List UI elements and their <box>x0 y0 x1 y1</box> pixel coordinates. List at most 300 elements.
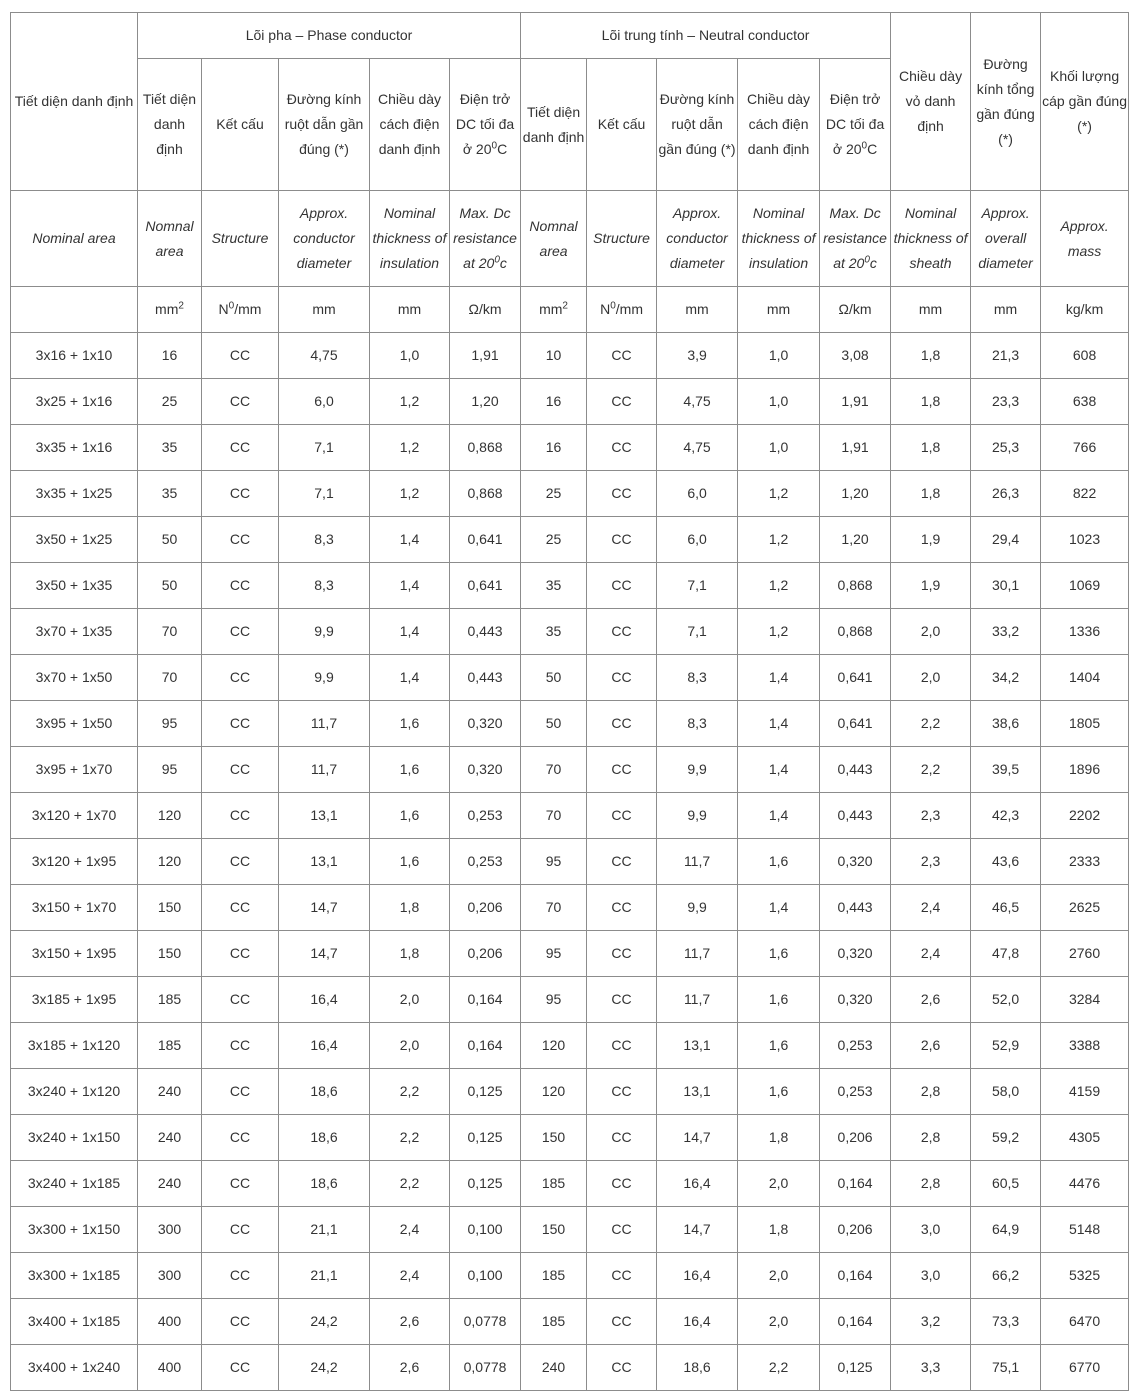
phase-diameter-vn-header: Đường kính ruột dẫn gần đúng (*) <box>279 59 370 191</box>
cell-overall-diameter: 23,3 <box>971 379 1041 425</box>
cell-phase-structure: CC <box>202 1345 279 1391</box>
cell-overall-diameter: 75,1 <box>971 1345 1041 1391</box>
cell-phase-structure: CC <box>202 609 279 655</box>
neutral-conductor-group-header: Lõi trung tính – Neutral conductor <box>521 13 891 59</box>
cell-overall-diameter: 34,2 <box>971 655 1041 701</box>
cell-mass: 2625 <box>1041 885 1129 931</box>
cell-phase-resistance: 0,253 <box>450 839 521 885</box>
cell-neutral-structure: CC <box>587 563 657 609</box>
cell-overall-diameter: 30,1 <box>971 563 1041 609</box>
table-row <box>11 655 1129 701</box>
table-row <box>11 701 1129 747</box>
cell-neutral-diameter: 9,9 <box>657 885 738 931</box>
cell-sheath-thickness: 3,3 <box>891 1345 971 1391</box>
cell-sheath-thickness: 1,8 <box>891 425 971 471</box>
cell-designation: 3x150 + 1x70 <box>11 885 138 931</box>
table-row <box>11 1023 1129 1069</box>
cell-phase-area: 35 <box>138 471 202 517</box>
table-row <box>11 379 1129 425</box>
cell-designation: 3x300 + 1x150 <box>11 1207 138 1253</box>
cell-phase-insulation: 1,6 <box>370 747 450 793</box>
cell-neutral-resistance: 0,443 <box>820 793 891 839</box>
cell-phase-insulation: 1,8 <box>370 885 450 931</box>
unit-cell: mm <box>279 287 370 333</box>
cell-phase-resistance: 0,125 <box>450 1161 521 1207</box>
cell-phase-insulation: 1,2 <box>370 379 450 425</box>
cell-neutral-diameter: 6,0 <box>657 471 738 517</box>
cell-neutral-resistance: 0,320 <box>820 839 891 885</box>
cell-mass: 3388 <box>1041 1023 1129 1069</box>
cell-overall-diameter: 60,5 <box>971 1161 1041 1207</box>
cell-overall-diameter: 52,0 <box>971 977 1041 1023</box>
cell-phase-area: 150 <box>138 931 202 977</box>
cell-designation: 3x70 + 1x35 <box>11 609 138 655</box>
cell-neutral-resistance: 0,206 <box>820 1207 891 1253</box>
cell-designation: 3x25 + 1x16 <box>11 379 138 425</box>
cell-phase-resistance: 0,100 <box>450 1253 521 1299</box>
cell-phase-resistance: 0,868 <box>450 471 521 517</box>
cell-mass: 6770 <box>1041 1345 1129 1391</box>
cell-neutral-diameter: 7,1 <box>657 563 738 609</box>
cell-neutral-diameter: 16,4 <box>657 1161 738 1207</box>
table-row <box>11 517 1129 563</box>
cell-neutral-structure: CC <box>587 379 657 425</box>
cell-phase-resistance: 0,0778 <box>450 1299 521 1345</box>
table-row <box>11 1115 1129 1161</box>
cell-sheath-thickness: 2,0 <box>891 609 971 655</box>
cell-phase-resistance: 0,320 <box>450 747 521 793</box>
cell-phase-resistance: 0,443 <box>450 655 521 701</box>
cell-neutral-area: 120 <box>521 1069 587 1115</box>
cell-phase-area: 120 <box>138 839 202 885</box>
cell-neutral-insulation: 1,8 <box>738 1207 820 1253</box>
cell-phase-resistance: 0,206 <box>450 931 521 977</box>
cell-phase-insulation: 1,8 <box>370 931 450 977</box>
cell-mass: 608 <box>1041 333 1129 379</box>
cell-neutral-area: 25 <box>521 517 587 563</box>
cell-phase-resistance: 0,443 <box>450 609 521 655</box>
cell-phase-area: 240 <box>138 1069 202 1115</box>
cell-designation: 3x120 + 1x70 <box>11 793 138 839</box>
unit-cell: mm <box>971 287 1041 333</box>
cell-neutral-insulation: 2,0 <box>738 1161 820 1207</box>
cell-sheath-thickness: 2,4 <box>891 931 971 977</box>
cell-sheath-thickness: 3,0 <box>891 1253 971 1299</box>
cell-sheath-thickness: 3,0 <box>891 1207 971 1253</box>
cell-designation: 3x240 + 1x150 <box>11 1115 138 1161</box>
cell-neutral-structure: CC <box>587 1253 657 1299</box>
cell-phase-structure: CC <box>202 931 279 977</box>
cell-neutral-diameter: 8,3 <box>657 655 738 701</box>
neutral-resistance-en-header: Max. Dc resistance at $20^0c$ <box>820 191 891 287</box>
cell-phase-area: 70 <box>138 655 202 701</box>
cell-overall-diameter: 25,3 <box>971 425 1041 471</box>
cell-phase-diameter: 21,1 <box>279 1207 370 1253</box>
neutral-structure-en-header: Structure <box>587 191 657 287</box>
cell-phase-area: 400 <box>138 1345 202 1391</box>
cell-phase-resistance: 0,253 <box>450 793 521 839</box>
nominal-area-en-header: Nominal area <box>11 191 138 287</box>
cell-neutral-resistance: 1,20 <box>820 517 891 563</box>
cell-sheath-thickness: 2,3 <box>891 839 971 885</box>
cell-phase-structure: CC <box>202 1115 279 1161</box>
cell-phase-diameter: 18,6 <box>279 1115 370 1161</box>
cell-neutral-resistance: 0,443 <box>820 747 891 793</box>
cell-mass: 1023 <box>1041 517 1129 563</box>
cell-phase-diameter: 24,2 <box>279 1345 370 1391</box>
cell-overall-diameter: 42,3 <box>971 793 1041 839</box>
cell-neutral-area: 70 <box>521 793 587 839</box>
cell-phase-insulation: 1,2 <box>370 425 450 471</box>
cell-sheath-thickness: 1,8 <box>891 471 971 517</box>
cell-phase-diameter: 11,7 <box>279 701 370 747</box>
cell-phase-diameter: 9,9 <box>279 609 370 655</box>
cell-neutral-diameter: 18,6 <box>657 1345 738 1391</box>
cell-neutral-structure: CC <box>587 885 657 931</box>
cell-phase-resistance: 0,164 <box>450 977 521 1023</box>
cell-phase-resistance: 0,0778 <box>450 1345 521 1391</box>
units-row <box>11 287 1129 333</box>
unit-cell: $N^0/mm$ <box>587 287 657 333</box>
cell-neutral-area: 70 <box>521 747 587 793</box>
table-row <box>11 425 1129 471</box>
cell-overall-diameter: 26,3 <box>971 471 1041 517</box>
phase-resistance-en-header: Max. Dc resistance at $20^0c$ <box>450 191 521 287</box>
cell-phase-insulation: 1,4 <box>370 563 450 609</box>
cell-neutral-insulation: 2,0 <box>738 1299 820 1345</box>
cell-phase-insulation: 2,0 <box>370 977 450 1023</box>
cell-neutral-diameter: 4,75 <box>657 425 738 471</box>
cell-phase-diameter: 24,2 <box>279 1299 370 1345</box>
cell-phase-area: 120 <box>138 793 202 839</box>
cell-neutral-area: 120 <box>521 1023 587 1069</box>
cell-phase-insulation: 2,6 <box>370 1345 450 1391</box>
cell-phase-insulation: 2,2 <box>370 1161 450 1207</box>
cell-neutral-resistance: 0,320 <box>820 977 891 1023</box>
cell-phase-structure: CC <box>202 1161 279 1207</box>
cell-neutral-insulation: 1,4 <box>738 885 820 931</box>
cell-designation: 3x400 + 1x240 <box>11 1345 138 1391</box>
phase-conductor-group-header: Lõi pha – Phase conductor <box>138 13 521 59</box>
cell-neutral-resistance: 0,164 <box>820 1253 891 1299</box>
cell-mass: 1404 <box>1041 655 1129 701</box>
cell-neutral-insulation: 1,8 <box>738 1115 820 1161</box>
cell-phase-insulation: 2,6 <box>370 1299 450 1345</box>
cell-phase-insulation: 1,4 <box>370 609 450 655</box>
cell-neutral-structure: CC <box>587 333 657 379</box>
cell-designation: 3x95 + 1x70 <box>11 747 138 793</box>
cell-neutral-area: 35 <box>521 609 587 655</box>
cell-neutral-diameter: 14,7 <box>657 1115 738 1161</box>
cell-neutral-insulation: 2,2 <box>738 1345 820 1391</box>
cell-neutral-structure: CC <box>587 1161 657 1207</box>
cell-phase-area: 150 <box>138 885 202 931</box>
cell-neutral-insulation: 1,2 <box>738 471 820 517</box>
neutral-structure-vn-header: Kết cấu <box>587 59 657 191</box>
cell-neutral-area: 50 <box>521 701 587 747</box>
cell-overall-diameter: 43,6 <box>971 839 1041 885</box>
cell-phase-insulation: 2,4 <box>370 1207 450 1253</box>
cell-neutral-insulation: 1,6 <box>738 839 820 885</box>
cell-mass: 4476 <box>1041 1161 1129 1207</box>
cell-neutral-resistance: 0,206 <box>820 1115 891 1161</box>
cell-phase-insulation: 2,0 <box>370 1023 450 1069</box>
cell-overall-diameter: 52,9 <box>971 1023 1041 1069</box>
cell-overall-diameter: 66,2 <box>971 1253 1041 1299</box>
cell-phase-structure: CC <box>202 563 279 609</box>
cell-phase-diameter: 14,7 <box>279 885 370 931</box>
cell-neutral-insulation: 1,4 <box>738 701 820 747</box>
cell-phase-area: 50 <box>138 563 202 609</box>
unit-cell: mm <box>891 287 971 333</box>
cell-phase-area: 25 <box>138 379 202 425</box>
cell-phase-insulation: 1,4 <box>370 655 450 701</box>
cell-phase-insulation: 1,6 <box>370 839 450 885</box>
cell-neutral-diameter: 16,4 <box>657 1253 738 1299</box>
cell-neutral-structure: CC <box>587 793 657 839</box>
cell-mass: 1336 <box>1041 609 1129 655</box>
unit-cell: Ω/km <box>450 287 521 333</box>
cell-phase-area: 185 <box>138 1023 202 1069</box>
phase-structure-en-header: Structure <box>202 191 279 287</box>
cell-phase-resistance: 0,868 <box>450 425 521 471</box>
cell-neutral-area: 70 <box>521 885 587 931</box>
sheath-thickness-en-header: Nominal thickness of sheath <box>891 191 971 287</box>
cell-neutral-diameter: 14,7 <box>657 1207 738 1253</box>
cell-phase-area: 400 <box>138 1299 202 1345</box>
cell-phase-structure: CC <box>202 1253 279 1299</box>
unit-cell: Ω/km <box>820 287 891 333</box>
cell-phase-diameter: 13,1 <box>279 839 370 885</box>
neutral-area-en-header: Nomnal area <box>521 191 587 287</box>
cell-neutral-insulation: 1,2 <box>738 517 820 563</box>
cell-phase-structure: CC <box>202 379 279 425</box>
cell-phase-insulation: 1,0 <box>370 333 450 379</box>
cell-neutral-area: 10 <box>521 333 587 379</box>
cell-overall-diameter: 47,8 <box>971 931 1041 977</box>
cell-phase-diameter: 21,1 <box>279 1253 370 1299</box>
cell-neutral-resistance: 1,20 <box>820 471 891 517</box>
table-row <box>11 885 1129 931</box>
cell-phase-diameter: 8,3 <box>279 563 370 609</box>
cell-sheath-thickness: 2,4 <box>891 885 971 931</box>
cell-sheath-thickness: 3,2 <box>891 1299 971 1345</box>
cell-neutral-resistance: 0,641 <box>820 701 891 747</box>
unit-cell: $mm^2$ <box>138 287 202 333</box>
cell-phase-structure: CC <box>202 655 279 701</box>
cell-neutral-area: 240 <box>521 1345 587 1391</box>
cell-neutral-structure: CC <box>587 1069 657 1115</box>
table-row <box>11 1207 1129 1253</box>
cell-neutral-structure: CC <box>587 1299 657 1345</box>
unit-cell: mm <box>370 287 450 333</box>
neutral-insulation-en-header: Nominal thickness of insulation <box>738 191 820 287</box>
cell-overall-diameter: 64,9 <box>971 1207 1041 1253</box>
cell-neutral-resistance: 1,91 <box>820 425 891 471</box>
cell-phase-structure: CC <box>202 471 279 517</box>
cell-designation: 3x150 + 1x95 <box>11 931 138 977</box>
cell-overall-diameter: 39,5 <box>971 747 1041 793</box>
cell-neutral-diameter: 13,1 <box>657 1023 738 1069</box>
cell-phase-area: 50 <box>138 517 202 563</box>
cell-neutral-area: 25 <box>521 471 587 517</box>
table-row <box>11 977 1129 1023</box>
phase-structure-vn-header: Kết cấu <box>202 59 279 191</box>
cell-phase-structure: CC <box>202 333 279 379</box>
neutral-resistance-vn-header: Điện trở DC tối đa ở $20^0C$ <box>820 59 891 191</box>
cell-neutral-insulation: 1,6 <box>738 1069 820 1115</box>
cell-sheath-thickness: 2,6 <box>891 977 971 1023</box>
cell-overall-diameter: 59,2 <box>971 1115 1041 1161</box>
cell-phase-insulation: 1,2 <box>370 471 450 517</box>
cell-phase-diameter: 13,1 <box>279 793 370 839</box>
cell-mass: 1069 <box>1041 563 1129 609</box>
phase-area-vn-header: Tiết diện danh định <box>138 59 202 191</box>
cell-phase-structure: CC <box>202 793 279 839</box>
sheath-thickness-vn-header: Chiều dày vỏ danh định <box>891 13 971 191</box>
cell-neutral-diameter: 6,0 <box>657 517 738 563</box>
cell-phase-insulation: 1,4 <box>370 517 450 563</box>
table-row <box>11 609 1129 655</box>
overall-diameter-vn-header: Đường kính tổng gần đúng (*) <box>971 13 1041 191</box>
cell-sheath-thickness: 2,2 <box>891 701 971 747</box>
cell-sheath-thickness: 1,8 <box>891 379 971 425</box>
cell-neutral-structure: CC <box>587 839 657 885</box>
cell-phase-area: 240 <box>138 1115 202 1161</box>
cell-phase-structure: CC <box>202 747 279 793</box>
cell-neutral-area: 150 <box>521 1207 587 1253</box>
cell-neutral-structure: CC <box>587 517 657 563</box>
table-row <box>11 1345 1129 1391</box>
table-row <box>11 1253 1129 1299</box>
cell-mass: 2333 <box>1041 839 1129 885</box>
cell-mass: 638 <box>1041 379 1129 425</box>
phase-area-en-header: Nomnal area <box>138 191 202 287</box>
cell-designation: 3x95 + 1x50 <box>11 701 138 747</box>
cable-spec-table <box>10 12 1129 1391</box>
cell-sheath-thickness: 2,2 <box>891 747 971 793</box>
table-row <box>11 563 1129 609</box>
table-row <box>11 839 1129 885</box>
cell-phase-structure: CC <box>202 1023 279 1069</box>
cell-phase-diameter: 8,3 <box>279 517 370 563</box>
cell-overall-diameter: 58,0 <box>971 1069 1041 1115</box>
cell-mass: 4159 <box>1041 1069 1129 1115</box>
cell-phase-resistance: 0,100 <box>450 1207 521 1253</box>
cell-neutral-diameter: 9,9 <box>657 793 738 839</box>
cell-neutral-area: 185 <box>521 1253 587 1299</box>
cell-neutral-resistance: 0,868 <box>820 609 891 655</box>
cell-phase-insulation: 2,4 <box>370 1253 450 1299</box>
cell-neutral-area: 95 <box>521 839 587 885</box>
cell-phase-diameter: 7,1 <box>279 425 370 471</box>
cell-phase-structure: CC <box>202 517 279 563</box>
cell-overall-diameter: 21,3 <box>971 333 1041 379</box>
cell-phase-resistance: 0,320 <box>450 701 521 747</box>
cell-phase-area: 35 <box>138 425 202 471</box>
cell-neutral-diameter: 11,7 <box>657 931 738 977</box>
cell-neutral-resistance: 0,164 <box>820 1161 891 1207</box>
cell-neutral-diameter: 9,9 <box>657 747 738 793</box>
cell-mass: 6470 <box>1041 1299 1129 1345</box>
cell-neutral-structure: CC <box>587 1345 657 1391</box>
cell-phase-area: 16 <box>138 333 202 379</box>
cell-designation: 3x120 + 1x95 <box>11 839 138 885</box>
cell-neutral-structure: CC <box>587 1115 657 1161</box>
cell-sheath-thickness: 1,9 <box>891 517 971 563</box>
cell-phase-area: 95 <box>138 701 202 747</box>
phase-resistance-vn-header: Điện trở DC tối đa ở $20^0C$ <box>450 59 521 191</box>
cell-neutral-diameter: 16,4 <box>657 1299 738 1345</box>
cell-neutral-resistance: 0,125 <box>820 1345 891 1391</box>
cell-sheath-thickness: 2,6 <box>891 1023 971 1069</box>
cell-mass: 2760 <box>1041 931 1129 977</box>
cell-phase-insulation: 1,6 <box>370 701 450 747</box>
cell-phase-resistance: 1,91 <box>450 333 521 379</box>
unit-cell: kg/km <box>1041 287 1129 333</box>
table-row <box>11 333 1129 379</box>
neutral-diameter-en-header: Approx. conductor diameter <box>657 191 738 287</box>
cell-neutral-insulation: 1,6 <box>738 931 820 977</box>
cell-neutral-structure: CC <box>587 655 657 701</box>
cell-phase-diameter: 7,1 <box>279 471 370 517</box>
cell-phase-insulation: 2,2 <box>370 1069 450 1115</box>
cell-mass: 1896 <box>1041 747 1129 793</box>
nominal-area-vn-header: Tiết diện danh định <box>11 13 138 191</box>
cell-sheath-thickness: 1,9 <box>891 563 971 609</box>
cell-overall-diameter: 33,2 <box>971 609 1041 655</box>
cell-designation: 3x35 + 1x16 <box>11 425 138 471</box>
cell-neutral-area: 185 <box>521 1161 587 1207</box>
cell-neutral-area: 35 <box>521 563 587 609</box>
cell-neutral-insulation: 1,0 <box>738 379 820 425</box>
cell-sheath-thickness: 2,8 <box>891 1069 971 1115</box>
cell-phase-insulation: 2,2 <box>370 1115 450 1161</box>
unit-cell: mm <box>738 287 820 333</box>
cell-phase-diameter: 14,7 <box>279 931 370 977</box>
cell-neutral-resistance: 0,868 <box>820 563 891 609</box>
cell-neutral-diameter: 7,1 <box>657 609 738 655</box>
cell-phase-structure: CC <box>202 839 279 885</box>
cell-designation: 3x50 + 1x25 <box>11 517 138 563</box>
cell-neutral-area: 185 <box>521 1299 587 1345</box>
cell-phase-diameter: 9,9 <box>279 655 370 701</box>
cell-designation: 3x185 + 1x120 <box>11 1023 138 1069</box>
table-row <box>11 471 1129 517</box>
cell-phase-structure: CC <box>202 977 279 1023</box>
cell-designation: 3x400 + 1x185 <box>11 1299 138 1345</box>
cell-phase-resistance: 0,164 <box>450 1023 521 1069</box>
cell-designation: 3x70 + 1x50 <box>11 655 138 701</box>
cell-neutral-area: 95 <box>521 977 587 1023</box>
cell-phase-diameter: 18,6 <box>279 1161 370 1207</box>
cell-neutral-resistance: 0,443 <box>820 885 891 931</box>
cell-neutral-insulation: 1,4 <box>738 793 820 839</box>
cell-neutral-resistance: 0,253 <box>820 1069 891 1115</box>
cell-phase-structure: CC <box>202 1207 279 1253</box>
phase-insulation-en-header: Nominal thickness of insulation <box>370 191 450 287</box>
cell-mass: 5325 <box>1041 1253 1129 1299</box>
table-row <box>11 1299 1129 1345</box>
cell-phase-area: 95 <box>138 747 202 793</box>
mass-vn-header: Khối lượng cáp gần đúng (*) <box>1041 13 1129 191</box>
phase-insulation-vn-header: Chiều dày cách điện danh định <box>370 59 450 191</box>
cell-neutral-area: 95 <box>521 931 587 977</box>
cell-neutral-structure: CC <box>587 931 657 977</box>
cell-designation: 3x185 + 1x95 <box>11 977 138 1023</box>
cell-overall-diameter: 29,4 <box>971 517 1041 563</box>
cell-neutral-structure: CC <box>587 1207 657 1253</box>
